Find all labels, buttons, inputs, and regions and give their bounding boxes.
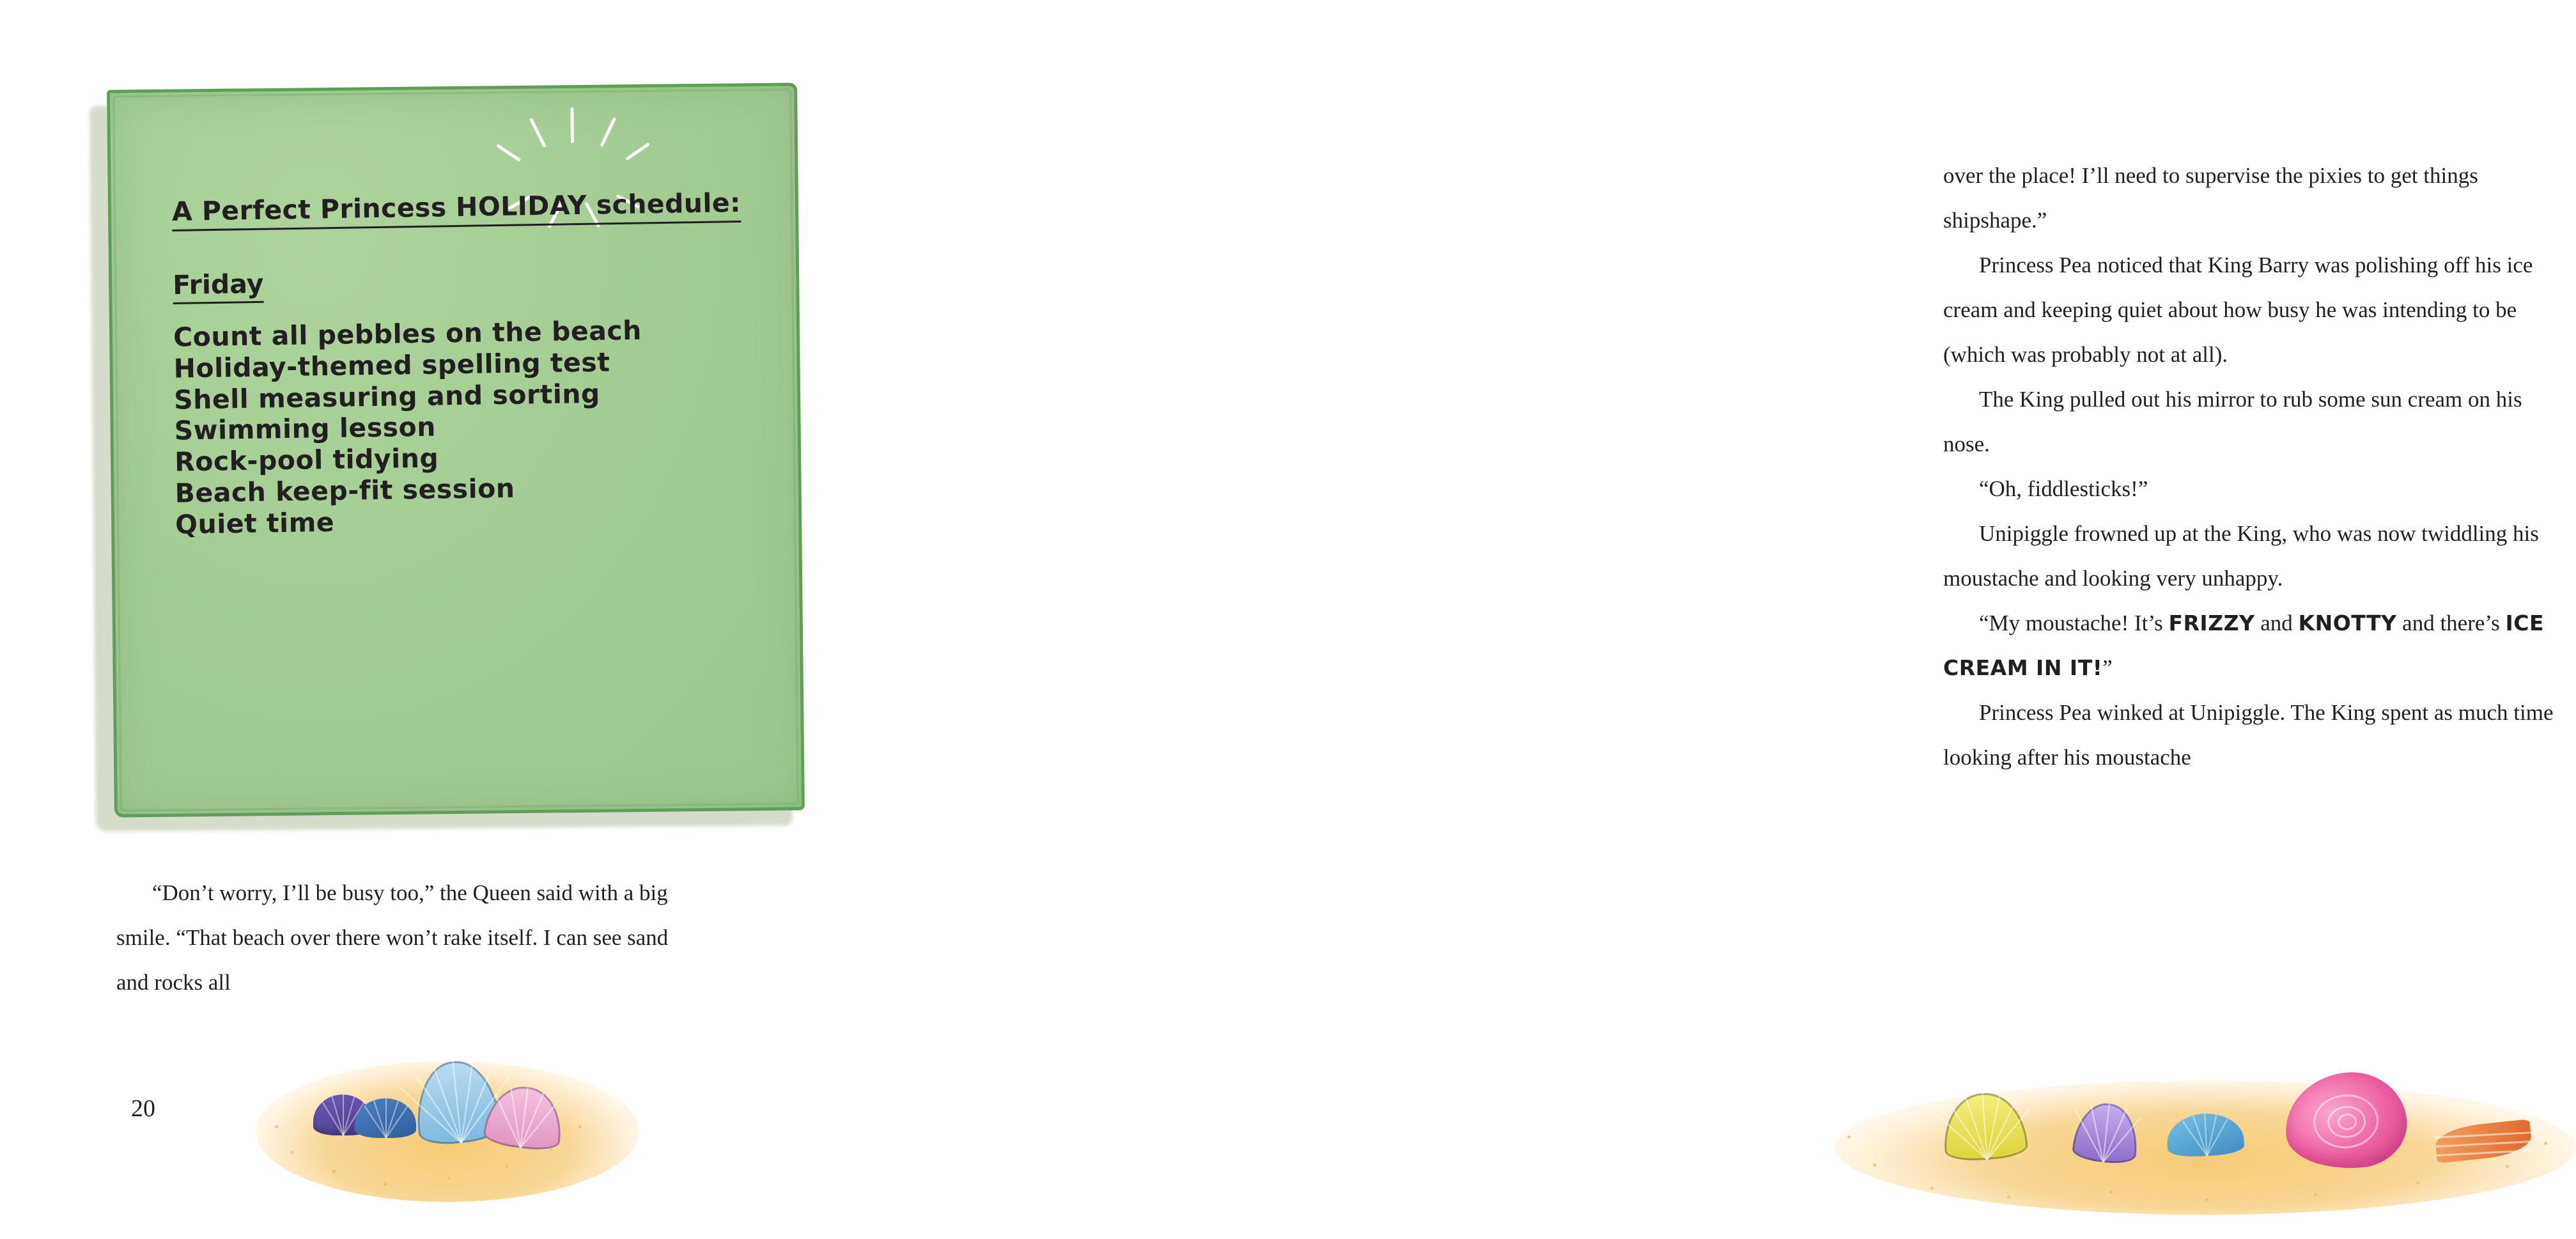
paragraph (1943, 243, 2570, 377)
text-run: ” (2102, 655, 2113, 680)
left-body-text (116, 871, 704, 1005)
schedule-day-label: Friday (173, 269, 264, 304)
schedule-item: Swimming lesson (174, 411, 437, 446)
sand-speck (2506, 1165, 2509, 1168)
sand-speck (2544, 1142, 2547, 1145)
schedule-item: Count all pebbles on the beach (173, 315, 642, 353)
text-run: “My moustache! It’s (1979, 611, 2169, 635)
emphasis-knotty: KNOTTY (2298, 611, 2397, 635)
right-body-text (1943, 153, 2570, 780)
sand-speck (1847, 1135, 1851, 1139)
sand-speck (1873, 1164, 1876, 1167)
schedule-card (93, 80, 796, 834)
sand-speck (275, 1125, 278, 1128)
sand-speck (505, 1165, 508, 1168)
paragraph (1943, 153, 2570, 243)
text-run: Princess Pea noticed that King Barry was polishing off his ice cream and keeping quiet about how busy he was intending to be (which was probably not at all). (1943, 253, 2533, 367)
text-run: “Oh, fiddlesticks!” (1979, 476, 2148, 501)
paragraph (1943, 511, 2570, 601)
paragraph (1943, 467, 2570, 511)
sand-speck (332, 1170, 336, 1173)
emphasis-frizzy: FRIZZY (2168, 611, 2255, 635)
schedule-content (172, 189, 751, 539)
sand-speck (578, 1125, 582, 1128)
sand-speck (447, 1176, 451, 1180)
card-surface (107, 82, 805, 817)
sand-speck (2314, 1193, 2317, 1196)
sand-speck (2007, 1196, 2010, 1199)
sand-speck (1930, 1187, 1934, 1190)
page-left (0, 0, 895, 1239)
text-run: Princess Pea winked at Unipiggle. The King spent as much time looking after his moustache (1943, 700, 2554, 770)
sand-speck (291, 1151, 294, 1154)
schedule-item: Quiet time (175, 506, 335, 540)
paragraph (1943, 377, 2570, 467)
page-right (895, 0, 2554, 1239)
paragraph (1943, 690, 2570, 780)
schedule-item: Shell measuring and sorting (173, 378, 601, 416)
paragraph: “Don’t worry, I’ll be busy too,” the Queen said with a big smile. “That beach over there won’t rake itself. I can see sand and rocks all (116, 880, 669, 995)
emphasis-ice-cream-in-it: ICE CREAM IN IT! (1943, 611, 2545, 680)
paragraph-shout (1943, 601, 2570, 690)
schedule-title: A Perfect Princess HOLIDAY schedule: (172, 187, 741, 231)
schedule-item: Holiday-themed spelling test (173, 347, 610, 384)
text-run: Unipiggle frowned up at the King, who was now twiddling his moustache and looking very unhappy. (1943, 521, 2539, 591)
schedule-item: Beach keep-fit session (175, 472, 515, 509)
text-run: The King pulled out his mirror to rub some sun cream on his nose. (1943, 387, 2522, 456)
sand-speck (384, 1183, 387, 1186)
page-number: 20 (131, 1095, 155, 1122)
sand-speck (2109, 1190, 2113, 1194)
text-run: and there’s (2396, 611, 2506, 635)
text-run: over the place! I’ll need to supervise the pixies to get things shipshape.” (1943, 163, 2478, 233)
sand-speck (2205, 1198, 2208, 1201)
sand-speck (550, 1148, 553, 1151)
text-run: and (2254, 611, 2299, 635)
schedule-item: Rock-pool tidying (174, 442, 439, 478)
sand-speck (2416, 1181, 2419, 1185)
